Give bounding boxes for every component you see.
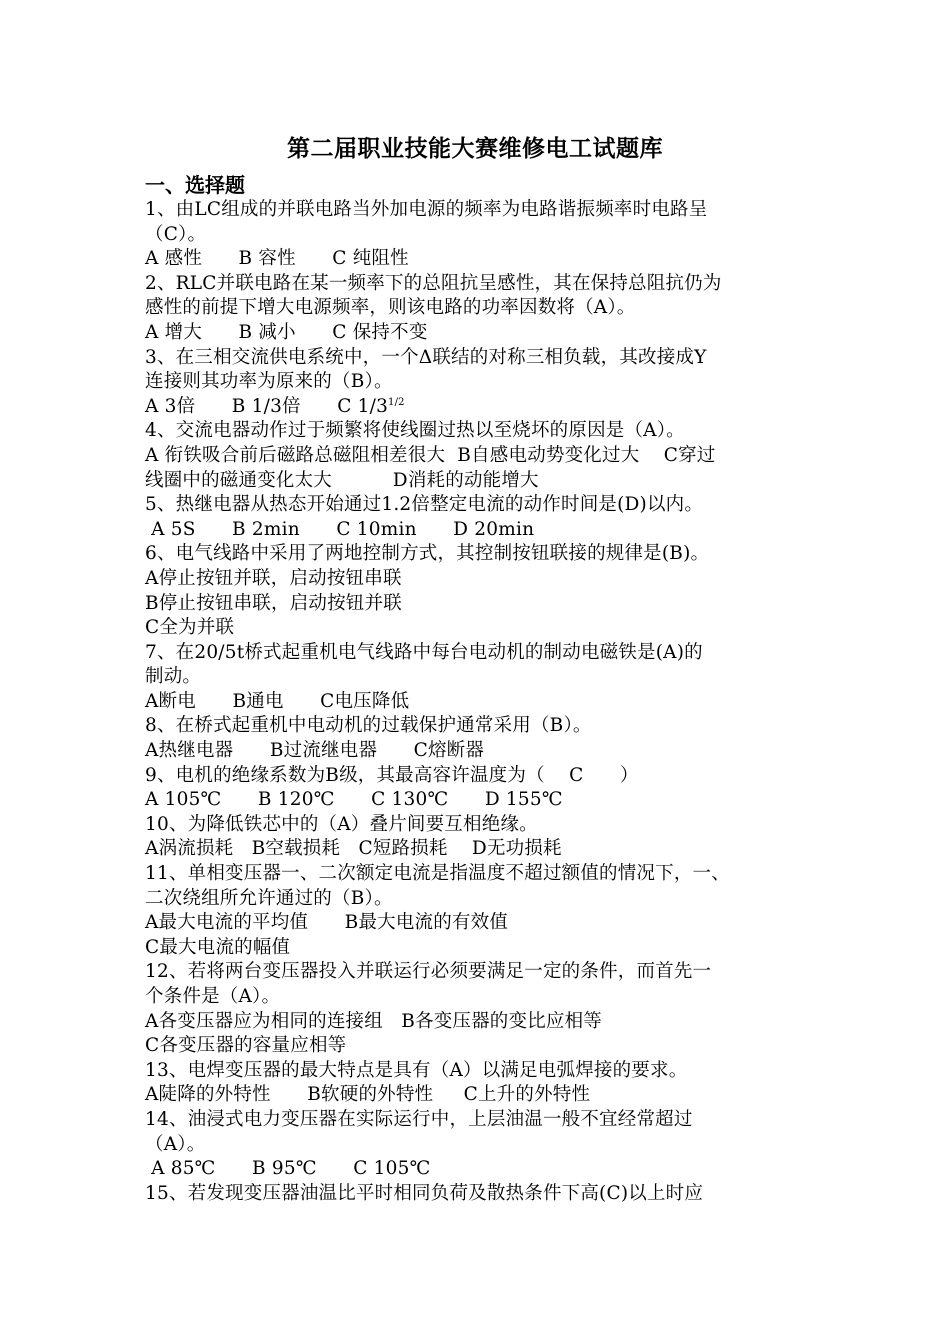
- text-line: 8、在桥式起重机中电动机的过载保护通常采用（B）。: [145, 715, 592, 737]
- text-line: 11、单相变压器一、二次额定电流是指温度不超过额值的情况下，一、: [145, 863, 730, 885]
- text-line: A涡流损耗 B空载损耗 C短路损耗 D无功损耗: [145, 838, 562, 860]
- text-line: 制动。: [145, 666, 202, 688]
- text-line: 7、在20/5t桥式起重机电气线路中每台电动机的制动电磁铁是(A)的: [145, 641, 703, 663]
- text-line: 线圈中的磁通变化太大 D消耗的动能增大: [145, 469, 539, 491]
- text-line: A 增大 B 减小 C 保持不变: [145, 321, 428, 343]
- question-list: [145, 198, 815, 1206]
- text-line: A 85℃ B 95℃ C 105℃: [145, 1158, 431, 1180]
- text-line: C全为并联: [145, 617, 235, 639]
- text-line: A 5S B 2min C 10min D 20min: [145, 518, 535, 540]
- text-line: 个条件是（A）。: [145, 986, 281, 1007]
- text-line: （C）。: [145, 223, 207, 245]
- text-line: 3、在三相交流供电系统中，一个Δ联结的对称三相负载，其改接成Y: [145, 346, 707, 368]
- text-line: 13、电焊变压器的最大特点是具有（A）以满足电弧焊接的要求。: [145, 1059, 688, 1081]
- text-line: 10、为降低铁芯中的（A）叠片间要互相绝缘。: [145, 813, 538, 835]
- text-line: 2、RLC并联电路在某一频率下的总阻抗呈感性，其在保持总阻抗仍为: [145, 272, 722, 294]
- text-line: B停止按钮串联，启动按钮并联: [145, 592, 402, 614]
- text-line: A 衔铁吸合前后磁路总磁阻相差很大 B自感电动势变化过大 C穿过: [145, 444, 716, 466]
- superscript: 1/2: [388, 396, 405, 408]
- text-line: 感性的前提下增大电源频率，则该电路的功率因数将（A）。: [145, 297, 636, 319]
- text-line: 5、热继电器从热态开始通过1.2倍整定电流的动作时间是(D)以内。: [145, 494, 704, 516]
- text-line: 15、若发现变压器油温比平时相同负荷及散热条件下高(C)以上时应: [145, 1182, 704, 1204]
- section-heading: 一、选择题: [145, 173, 245, 197]
- text-line: 4、交流电器动作过于频繁将使线圈过热以至烧坏的原因是（A）。: [145, 420, 685, 442]
- document-title: 第二届职业技能大赛维修电工试题库: [287, 135, 663, 162]
- text-line: A各变压器应为相同的连接组 B各变压器的变比应相等: [145, 1010, 602, 1032]
- text-line: 二次绕组所允许通过的（B）。: [145, 887, 393, 909]
- text-line: A陡降的外特性 B软硬的外特性 C上升的外特性: [145, 1084, 591, 1106]
- text-line: 1、由LC组成的并联电路当外加电源的频率为电路谐振频率时电路呈: [145, 199, 708, 220]
- text-line: 连接则其功率为原来的（B）。: [145, 371, 393, 393]
- text-line: 9、电机的绝缘系数为B级，其最高容许温度为（ C ）: [145, 764, 639, 786]
- text-line: 14、油浸式电力变压器在实际运行中，上层油温一般不宜经常超过: [145, 1108, 693, 1130]
- text-line: A停止按钮并联，启动按钮串联: [145, 567, 402, 589]
- text-line: C各变压器的容量应相等: [145, 1035, 347, 1057]
- text-line: A 3倍 B 1/3倍 C 1/3: [145, 395, 389, 417]
- text-line: C最大电流的幅值: [145, 936, 291, 958]
- text-line: A最大电流的平均值 B最大电流的有效值: [145, 912, 509, 934]
- text-line-with-superscript: [145, 395, 815, 420]
- text-line: A热继电器 B过流继电器 C熔断器: [145, 740, 485, 762]
- text-line: （A）。: [145, 1133, 206, 1155]
- text-line: A 感性 B 容性 C 纯阻性: [145, 248, 409, 270]
- text-line: A 105℃ B 120℃ C 130℃ D 155℃: [145, 789, 563, 811]
- text-line: 12、若将两台变压器投入并联运行必须要满足一定的条件，而首先一: [145, 961, 712, 983]
- text-line: 6、电气线路中采用了两地控制方式，其控制按钮联接的规律是(B)。: [145, 543, 710, 565]
- text-line: A断电 B通电 C电压降低: [145, 690, 410, 712]
